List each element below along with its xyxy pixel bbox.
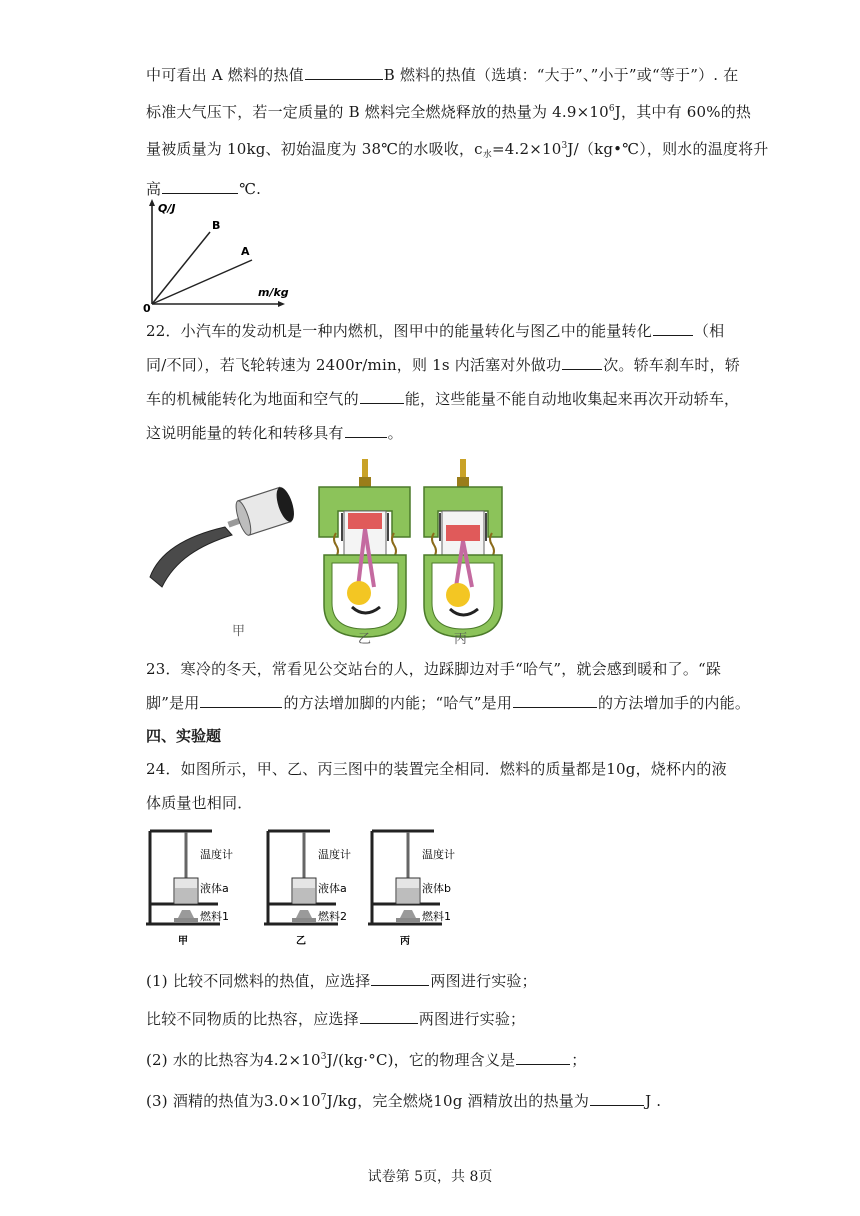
crankshaft — [347, 581, 371, 605]
spark-plug-base — [457, 477, 469, 487]
q24-text: J/kg，完全燃烧10g 酒精放出的热量为 — [326, 1092, 590, 1110]
q21-text: B 燃料的热值（选填：“大于”、”小于”或“等于”）. 在 — [383, 66, 739, 84]
q23-text: 的方法增加手的内能。 — [598, 694, 751, 712]
liquid — [175, 888, 197, 903]
q24-text: (2) 水的比热容为4.2×10 — [146, 1051, 321, 1069]
answer-blank[interactable] — [345, 420, 387, 438]
apparatus-bing — [368, 831, 455, 947]
answer-blank[interactable] — [516, 1047, 570, 1065]
question-23-text — [146, 652, 751, 720]
answer-blank[interactable] — [513, 690, 597, 708]
q22-line-3 — [146, 382, 740, 416]
caption-bing: 丙 — [400, 936, 410, 947]
origin-label: 0 — [143, 302, 151, 314]
answer-blank[interactable] — [562, 352, 602, 370]
q21-text: J，其中有 60%的热 — [614, 103, 752, 121]
burner-base — [396, 918, 420, 923]
label-fuel: 燃料2 — [318, 910, 347, 923]
line-b — [152, 232, 210, 304]
label-thermometer: 温度计 — [318, 848, 351, 861]
q21-text: 高 — [146, 180, 162, 198]
burner-base — [174, 918, 198, 923]
apparatus-yi — [264, 831, 351, 947]
q22-text: 这说明能量的转化和转移具有 — [146, 424, 344, 442]
q23-text: 脚”是用 — [146, 694, 200, 712]
q24-text: 比较不同物质的比热容，应选择 — [146, 1010, 359, 1028]
answer-blank[interactable] — [360, 386, 404, 404]
answer-blank[interactable] — [360, 1006, 418, 1024]
q24-part-2 — [146, 1038, 736, 1079]
exponent: 3 — [320, 1052, 327, 1062]
spark-plug-base — [359, 477, 371, 487]
pot-handle — [150, 527, 232, 587]
y-axis-label: Q/J — [158, 202, 176, 215]
page-footer: 试卷第 5页，共 8页 — [367, 1169, 493, 1185]
q24-text: (1) 比较不同燃料的热值，应选择 — [146, 972, 371, 990]
answer-blank[interactable] — [371, 968, 429, 986]
q22-text: 次。轿车刹车时，轿 — [603, 356, 740, 374]
liquid — [293, 888, 315, 903]
q21-line-2 — [146, 92, 752, 129]
q21-line-3 — [146, 129, 769, 172]
q24-part-1b — [146, 1000, 736, 1038]
q24-text: 两图进行实验； — [430, 972, 537, 990]
q24-line-1: 24．如图所示，甲、乙、丙三图中的装置完全相同．燃料的质量都是10g，烧杯内的液 — [146, 760, 727, 778]
line-a — [152, 260, 252, 304]
figure-yi-engine — [319, 459, 410, 645]
crankshaft — [446, 583, 470, 607]
caption-yi: 乙 — [296, 936, 306, 947]
label-liquid: 液体b — [422, 882, 451, 895]
exponent: 7 — [320, 1093, 327, 1103]
q21-text: 中可看出 A 燃料的热值 — [146, 66, 304, 84]
answer-blank[interactable] — [653, 318, 693, 336]
q23-text: 的方法增加脚的内能；“哈气”是用 — [283, 694, 513, 712]
burner — [178, 910, 194, 918]
q21-line-1 — [146, 58, 739, 92]
label-thermometer: 温度计 — [200, 848, 233, 861]
q23-line-2 — [146, 686, 751, 720]
q24-text: (3) 酒精的热值为3.0×10 — [146, 1092, 321, 1110]
q21-text: =4.2×10 — [492, 140, 562, 158]
label-fuel: 燃料1 — [200, 910, 229, 923]
y-axis-arrow — [149, 199, 155, 206]
caption-bing: 丙 — [454, 632, 468, 645]
question-22-text — [146, 314, 740, 450]
q24-text: J/(kg·°C)，它的物理含义是 — [326, 1051, 516, 1069]
burner — [296, 910, 312, 918]
piston — [348, 513, 382, 529]
spark-plug-top — [460, 459, 466, 479]
label-liquid: 液体a — [318, 882, 347, 895]
label-fuel: 燃料1 — [422, 910, 451, 923]
q22-line-2 — [146, 348, 740, 382]
q21-text: 量被质量为 10kg、初始温度为 38℃的水吸收，c — [146, 140, 483, 158]
q21-text: ℃. — [239, 180, 262, 198]
question-21-text — [146, 58, 769, 206]
q24-text: 两图进行实验； — [418, 1010, 526, 1028]
apparatus-jia — [146, 831, 233, 947]
burner-base — [292, 918, 316, 923]
q24-part-1 — [146, 962, 736, 1000]
caption-jia: 甲 — [232, 624, 246, 639]
engine-figure — [140, 455, 510, 645]
q24-part-3 — [146, 1079, 736, 1120]
heat-mass-graph — [140, 196, 290, 314]
answer-blank[interactable] — [590, 1088, 644, 1106]
q22-text: 车的机械能转化为地面和空气的 — [146, 390, 359, 408]
q22-line-4 — [146, 416, 736, 450]
figure-bing-engine — [424, 459, 502, 645]
exponent: 6 — [608, 104, 615, 114]
q22-text: 22．小汽车的发动机是一种内燃机，图甲中的能量转化与图乙中的能量转化 — [146, 322, 652, 340]
exponent: 3 — [561, 141, 568, 151]
caption-yi: 乙 — [358, 632, 372, 645]
q22-text: 同/不同），若飞轮转速为 2400r/min，则 1s 内活塞对外做功 — [146, 356, 562, 374]
q23-line-1: 23．寒冷的冬天，常看见公交站台的人，边踩脚边对手“哈气”，就会感到暖和了。“跺 — [146, 660, 722, 678]
answer-blank[interactable] — [162, 176, 238, 194]
label-liquid: 液体a — [200, 882, 229, 895]
q24-text: J . — [645, 1092, 662, 1110]
x-axis-label: m/kg — [258, 286, 289, 299]
question-24-parts — [146, 962, 736, 1120]
q24-line-2: 体质量也相同． — [146, 794, 253, 812]
answer-blank[interactable] — [200, 690, 282, 708]
answer-blank[interactable] — [305, 62, 383, 80]
spark-plug-top — [362, 459, 368, 479]
q22-text: 能，这些能量不能自动地收集起来再次开动轿车， — [404, 390, 740, 408]
subscript: 水 — [482, 150, 492, 160]
q22-line-1 — [146, 314, 736, 348]
burner — [400, 910, 416, 918]
x-axis-arrow — [278, 301, 285, 307]
piston — [446, 525, 480, 541]
figure-jia-pot — [150, 485, 298, 639]
apparatus-figure — [140, 826, 470, 948]
question-24-text — [146, 752, 736, 820]
q24-text: ； — [571, 1051, 587, 1069]
caption-jia: 甲 — [178, 936, 188, 947]
label-thermometer: 温度计 — [422, 848, 455, 861]
q22-text: （相 — [693, 322, 725, 340]
section-title: 四、实验题 — [146, 727, 222, 745]
liquid — [397, 888, 419, 903]
q21-text: 标准大气压下，若一定质量的 B 燃料完全燃烧释放的热量为 4.9×10 — [146, 103, 609, 121]
line-a-label: A — [241, 245, 250, 258]
q22-text: 。 — [387, 424, 403, 442]
q21-text: J/（kg•℃），则水的温度将升 — [567, 140, 769, 158]
line-b-label: B — [212, 219, 221, 232]
